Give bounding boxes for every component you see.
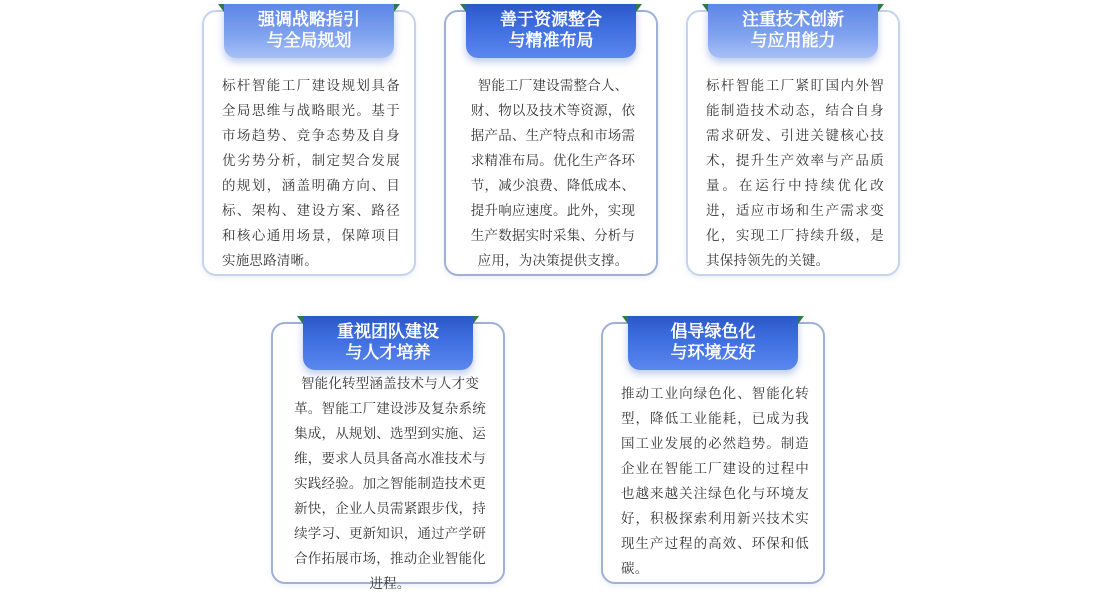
card-team-building bbox=[271, 322, 505, 592]
card-title-line1: 强调战略指引 bbox=[258, 10, 360, 30]
card-green-development bbox=[601, 322, 825, 584]
card-tech-innovation bbox=[686, 10, 900, 276]
card-strategic-guidance bbox=[202, 10, 416, 276]
card-title-line1: 善于资源整合 bbox=[500, 10, 602, 30]
card-title-line2: 与环境友好 bbox=[670, 343, 756, 363]
card-title-line2: 与全局规划 bbox=[266, 31, 352, 51]
card-title-line1: 重视团队建设 bbox=[337, 322, 439, 342]
card-body: 智能化转型涵盖技术与人才变革。智能工厂建设涉及复杂系统集成，从规划、选型到实施、运维，要求人员具备高水准技术与实践经验。加之智能制造技术更新快，企业人员需紧跟步伐，持续学习、更新知识，通过产学研合作拓展市场，推动企业智能化进程。 bbox=[294, 376, 486, 592]
card-title-line1: 倡导绿色化 bbox=[670, 322, 756, 342]
card-title-banner bbox=[466, 4, 636, 58]
card-body: 标杆智能工厂建设规划具备全局思维与战略眼光。基于市场趋势、竞争态势及自身优劣势分析，制定契合发展的规划，涵盖明确方向、目标、架构、建设方案、路径和核心通用场景，保障项目实施思路清晰。 bbox=[222, 78, 400, 269]
card-resource-integration bbox=[444, 10, 658, 276]
card-title bbox=[466, 4, 636, 58]
card-title-line1: 注重技术创新 bbox=[742, 10, 844, 30]
card-title bbox=[628, 316, 798, 370]
card-title-line2: 与人才培养 bbox=[345, 343, 431, 363]
card-title-banner bbox=[628, 316, 798, 370]
card-title bbox=[708, 4, 878, 58]
card-title-banner bbox=[224, 4, 394, 58]
card-title-line2: 与精准布局 bbox=[508, 31, 594, 51]
card-title bbox=[224, 4, 394, 58]
card-body: 智能工厂建设需整合人、财、物以及技术等资源，依据产品、生产特点和市场需求精准布局。优化生产各环节，减少浪费、降低成本、提升响应速度。此外，实现生产数据实时采集、分析与应用，为决策提供支撑。 bbox=[470, 78, 636, 269]
card-title-banner bbox=[303, 316, 473, 370]
card-body: 标杆智能工厂紧盯国内外智能制造技术动态，结合自身需求研发、引进关键核心技术，提升生产效率与产品质量。在运行中持续优化改进，适应市场和生产需求变化，实现工厂持续升级，是其保持领先的关键。 bbox=[706, 78, 884, 269]
card-body: 推动工业向绿色化、智能化转型，降低工业能耗，已成为我国工业发展的必然趋势。制造企业在智能工厂建设的过程中也越来越关注绿色化与环境友好，积极探索利用新兴技术实现生产过程的高效、环保和低碳。 bbox=[621, 386, 809, 577]
card-title-line2: 与应用能力 bbox=[750, 31, 836, 51]
card-title bbox=[303, 316, 473, 370]
card-title-banner bbox=[708, 4, 878, 58]
